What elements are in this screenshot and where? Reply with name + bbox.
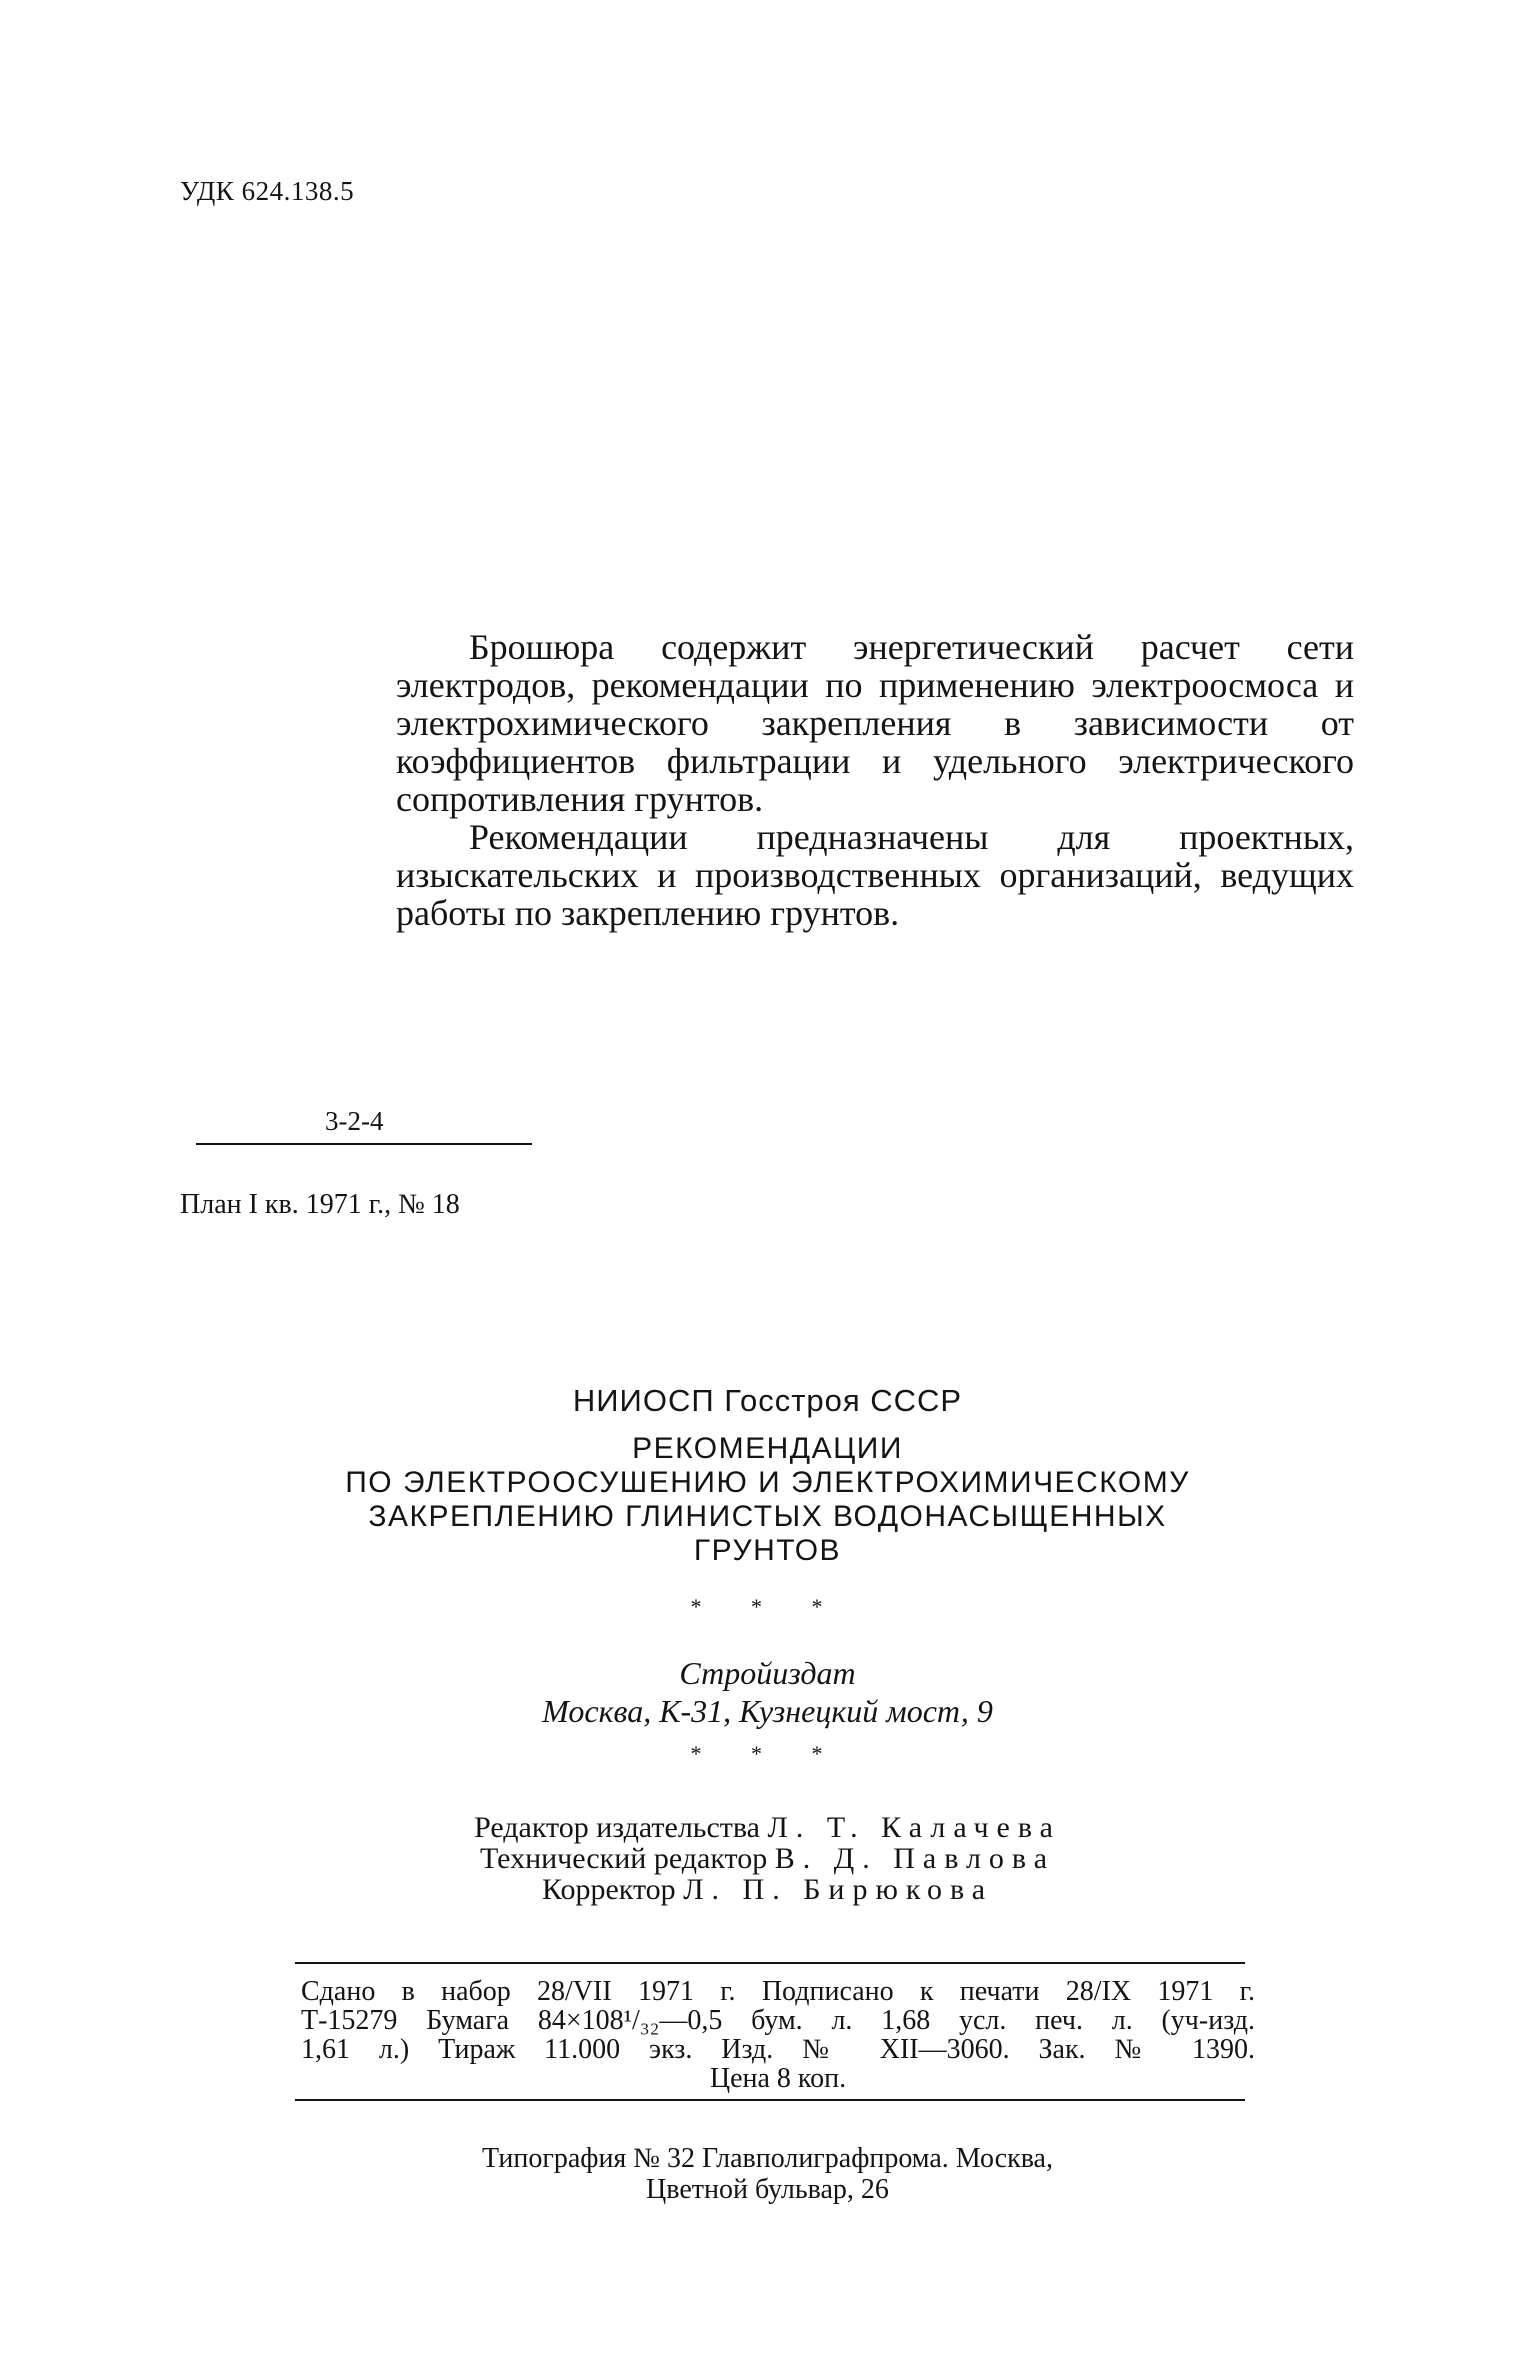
staff-role: Технический редактор [479,1842,768,1875]
staff-row [180,1874,1355,1905]
price: Цена 8 коп. [709,2063,847,2094]
title-line: ЗАКРЕПЛЕНИЮ ГЛИНИСТЫХ ВОДОНАСЫЩЕННЫХ [368,1500,1167,1533]
udk-code: УДК 624.138.5 [180,176,355,206]
printer-line: Цветной бульвар, 26 [646,2174,889,2205]
staff-row [180,1843,1355,1874]
organization-name: НИИОСП Госстроя СССР [572,1383,963,1418]
staff-person: Л. Т. Калачева [767,1811,1061,1844]
staff-row [180,1812,1355,1843]
print-data-line: 1,61 л.) Тираж 11.000 экз. Изд. № XII—3060. Зак. № 1390. [301,2034,1255,2065]
divider [196,1143,532,1145]
publisher-name: Стройиздат [679,1655,856,1691]
print-data-line: Т-15279 Бумага 84×108¹/₃₂—0,5 бум. л. 1,68 усл. печ. л. (уч-изд. [301,2005,1255,2036]
staff-credits [180,1812,1355,1905]
print-data [301,1977,1255,2093]
plan-number: План I кв. 1971 г., № 18 [180,1189,460,1220]
abstract [396,628,1354,932]
publisher-block [180,1654,1355,1730]
divider [295,1962,1245,1964]
book-title [180,1432,1355,1568]
abstract-paragraph: Рекомендации предназначены для проектных, изыскательских и производственных организаций, ведущих работы по закреплению грунтов. [396,817,1354,933]
printer-line: Типография № 32 Главполиграфпрома. Москва, [482,2143,1053,2174]
staff-person: В. Д. Павлова [774,1842,1056,1875]
title-line: РЕКОМЕНДАЦИИ [632,1432,903,1465]
abstract-paragraph: Брошюра содержит энергетический расчет сети электродов, рекомендации по применению электроосмоса и электрохимического закрепления в зависимости от коэффициентов фильтрации и удельного электрического сопротивления грунтов. [396,627,1354,819]
staff-person: Л. П. Бирюкова [683,1873,994,1906]
title-line: ПО ЭЛЕКТРООСУШЕНИЮ И ЭЛЕКТРОХИМИЧЕСКОМУ [345,1466,1190,1499]
print-data-line: Сдано в набор 28/VII 1971 г. Подписано к печати 28/IX 1971 г. [301,1976,1255,2007]
divider [295,2099,1245,2101]
separator-stars: * * * [690,1594,845,1619]
catalog-code: 3-2-4 [325,1106,384,1136]
staff-role: Редактор издательства [474,1811,760,1844]
staff-role: Корректор [541,1873,676,1906]
printer-info [180,2143,1355,2205]
title-line: ГРУНТОВ [693,1534,842,1567]
publisher-address: Москва, К-31, Кузнецкий мост, 9 [542,1693,993,1729]
separator-stars: * * * [690,1741,845,1766]
